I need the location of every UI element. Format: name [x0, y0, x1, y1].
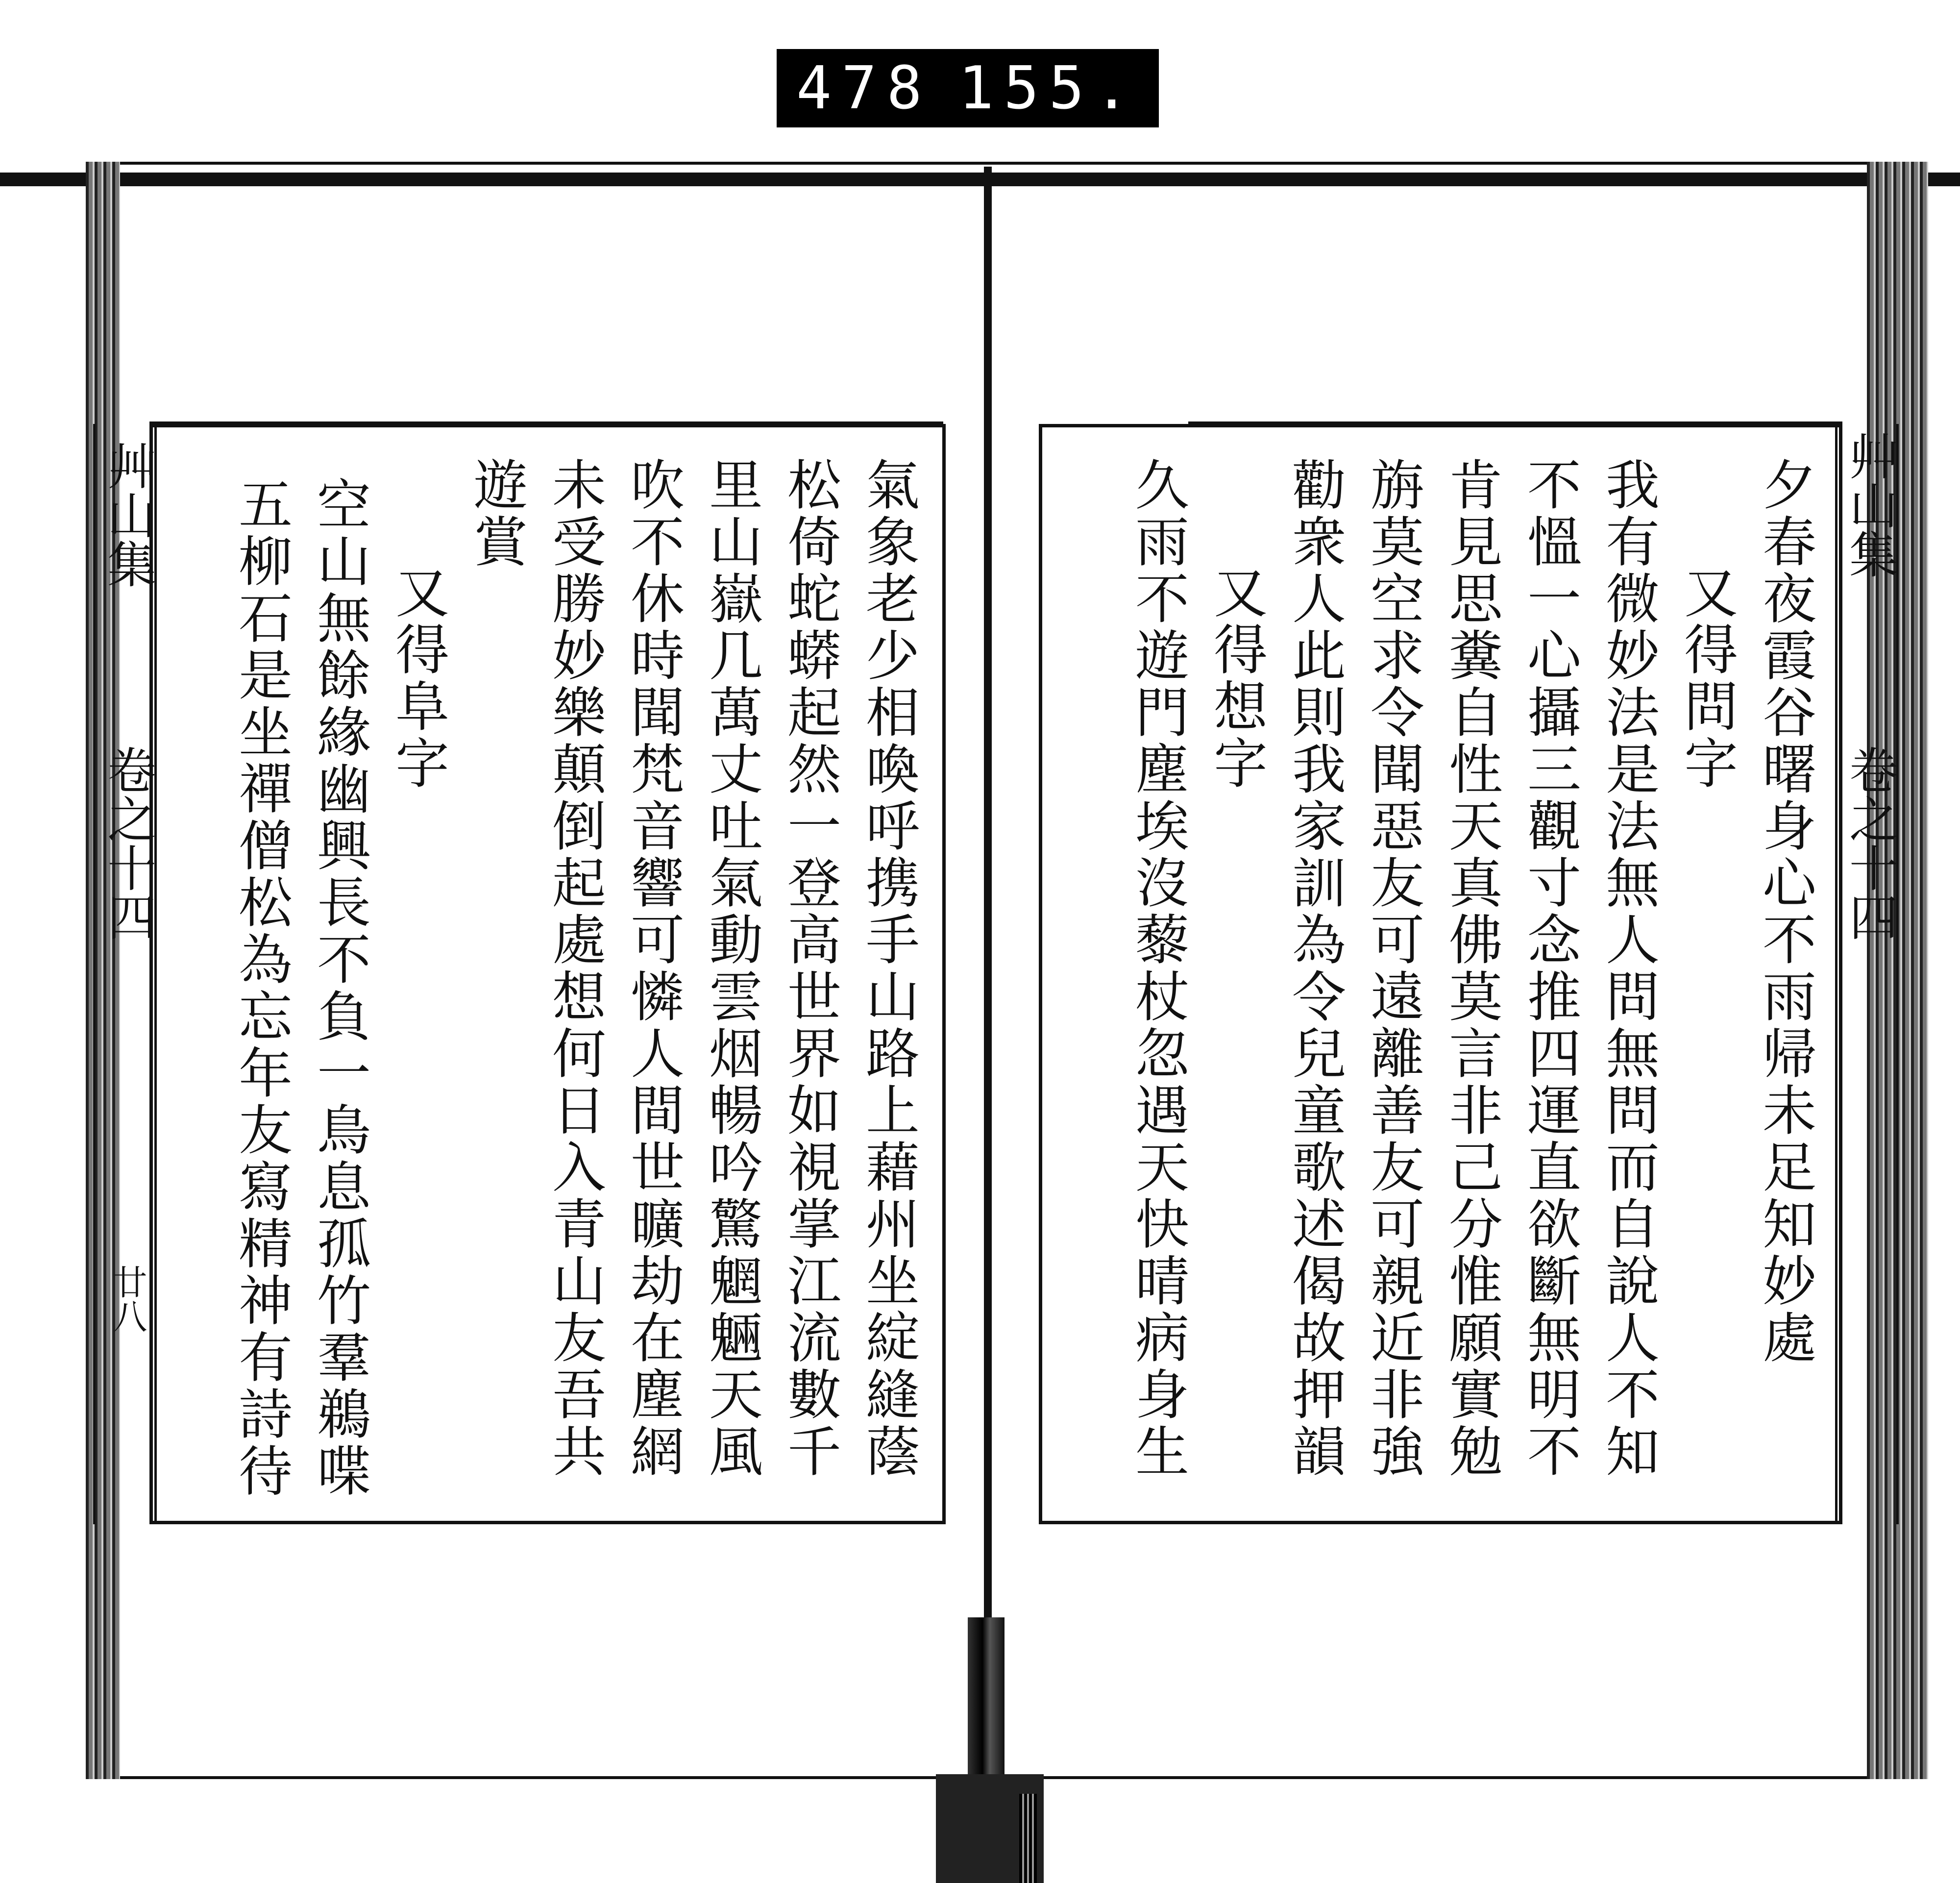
right-column-7: 勸衆人此則我家訓為令兒童歌述偈故押韻 — [1283, 457, 1346, 1480]
left-column-2: 松倚蛇蟒起然一登高世界如視掌江流數千 — [779, 457, 841, 1480]
left-margin-title: 艸山集 — [99, 441, 156, 588]
book-top-edge — [0, 173, 1960, 186]
right-column-4: 不慍一心攝三觀寸念推四運直欲斷無明不 — [1519, 457, 1581, 1480]
right-margin-title: 艸山集 — [1841, 431, 1898, 578]
left-margin-volume: 卷之十四 — [99, 745, 156, 941]
left-column-8: 空山無餘緣幽興長不負一鳥息孤竹羣鵜喋 — [308, 476, 371, 1500]
left-folio-number: 廿八 — [107, 1264, 147, 1333]
left-margin-column — [93, 424, 157, 1524]
right-column-9: 久雨不遊門塵埃沒藜杖忽遇天快晴病身生 — [1127, 457, 1189, 1480]
left-column-1: 氣象老少相喚呼携手山路上藉州坐綻縫蔭 — [857, 457, 920, 1480]
poem-heading-right-1: 又得問字 — [1675, 565, 1738, 792]
right-margin-column — [1835, 424, 1899, 1524]
left-column-5: 未受勝妙樂顛倒起處想何日入青山友吾共 — [543, 457, 606, 1480]
poem-heading-left: 又得阜字 — [387, 565, 449, 792]
right-column-6: 旃莫空求令聞惡友可遠離善友可親近非強 — [1362, 457, 1424, 1480]
book-spine — [984, 167, 992, 1784]
right-page-text — [1042, 427, 1839, 1521]
catalog-number-left: 478 — [796, 54, 932, 123]
right-column-5: 肯見思糞自性天真佛莫言非己分惟願實勉 — [1440, 457, 1503, 1480]
poem-heading-right-2: 又得想字 — [1205, 565, 1268, 792]
left-column-9: 五柳石是坐禪僧松為忘年友寫精神有詩待 — [230, 476, 293, 1500]
left-column-3: 里山嶽几萬丈吐氣動雲烟暢吟驚魍魎天風 — [700, 457, 763, 1480]
catalog-number-right: 155. — [958, 54, 1139, 123]
left-column-6: 遊賞 — [465, 457, 528, 570]
left-page-text — [153, 427, 942, 1521]
right-column-1: 夕春夜霞谷曙身心不雨帰未足知妙處 — [1754, 457, 1816, 1366]
right-page-frame — [1039, 424, 1842, 1524]
right-column-3: 我有微妙法是法無人問無問而自說人不知 — [1597, 457, 1660, 1480]
left-column-4: 吹不休時聞梵音響可憐人間世曠劫在塵網 — [622, 457, 685, 1480]
right-margin-volume: 卷之十四 — [1841, 745, 1898, 941]
left-page-frame — [149, 424, 946, 1524]
catalog-label — [777, 49, 1159, 127]
binding-tassel — [936, 1774, 1044, 1883]
